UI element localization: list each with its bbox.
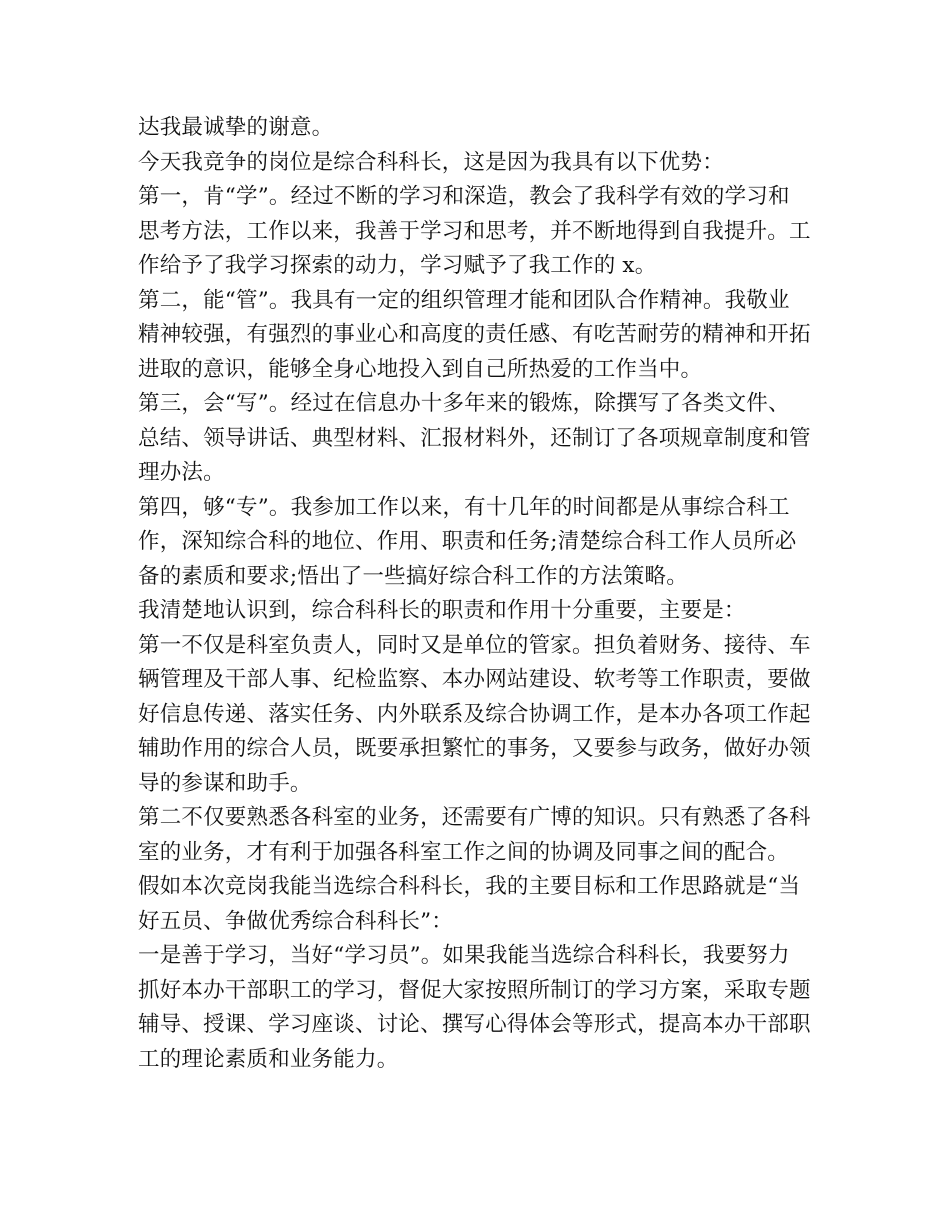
text-line: 我清楚地认识到，综合科科长的职责和作用十分重要，主要是： (138, 598, 746, 623)
text-line: 辆管理及干部人事、纪检监察、本办网站建设、软考等工作职责，要做 (138, 667, 811, 692)
text-line: 今天我竞争的岗位是综合科科长，这是因为我具有以下优势： (138, 149, 724, 175)
text-line: 室的业务，才有利于加强各科室工作之间的协调及同事之间的配合。 (138, 839, 790, 865)
text-line: 作给予了我学习探索的动力，学习赋予了我工作的 x。 (138, 253, 657, 278)
text-line: 辅导、授课、学习座谈、讨论、撰写心得体会等形式，提高本办干部职 (138, 1012, 811, 1037)
text-line: 假如本次竞岗我能当选综合科科长，我的主要目标和工作思路就是“当 (138, 874, 801, 899)
document-body (138, 111, 814, 1077)
text-line: 抓好本办干部职工的学习，督促大家按照所制订的学习方案，采取专题 (138, 977, 811, 1003)
text-line: 思考方法，工作以来，我善于学习和思考，并不断地得到自我提升。工 (138, 218, 811, 244)
text-line: 作，深知综合科的地位、作用、职责和任务;清楚综合科工作人员所必 (138, 529, 797, 554)
text-line: 第四，够“专”。我参加工作以来，有十几年的时间都是从事综合科工 (138, 494, 790, 520)
text-line: 辅助作用的综合人员，既要承担繁忙的事务，又要参与政务，做好办领 (138, 736, 811, 761)
text-line: 理办法。 (138, 460, 225, 485)
text-line: 第二，能“管”。我具有一定的组织管理才能和团队合作精神。我敬业 (138, 287, 790, 313)
text-line: 进取的意识，能够全身心地投入到自己所热爱的工作当中。 (138, 356, 703, 382)
text-line: 一是善于学习，当好“学习员”。如果我能当选综合科科长，我要努力 (138, 943, 790, 968)
text-line: 导的参谋和助手。 (138, 770, 312, 796)
text-line: 总结、领导讲话、典型材料、汇报材料外，还制订了各项规章制度和管 (138, 425, 811, 451)
text-line: 达我最诚挚的谢意。 (138, 115, 334, 140)
text-line: 备的素质和要求;悟出了一些搞好综合科工作的方法策略。 (138, 563, 688, 589)
text-line: 好信息传递、落实任务、内外联系及综合协调工作，是本办各项工作起 (138, 701, 811, 727)
text-line: 精神较强，有强烈的事业心和高度的责任感、有吃苦耐劳的精神和开拓 (138, 322, 811, 347)
text-line: 工的理论素质和业务能力。 (138, 1046, 399, 1072)
text-line: 第一不仅是科室负责人，同时又是单位的管家。担负着财务、接待、车 (138, 632, 811, 658)
text-line: 第一，肯“学”。经过不断的学习和深造，教会了我科学有效的学习和 (138, 184, 790, 209)
text-line: 好五员、争做优秀综合科科长”： (138, 908, 453, 934)
text-line: 第二不仅要熟悉各科室的业务，还需要有广博的知识。只有熟悉了各科 (138, 805, 811, 830)
text-line: 第三，会“写”。经过在信息办十多年来的锻炼，除撰写了各类文件、 (138, 391, 790, 416)
